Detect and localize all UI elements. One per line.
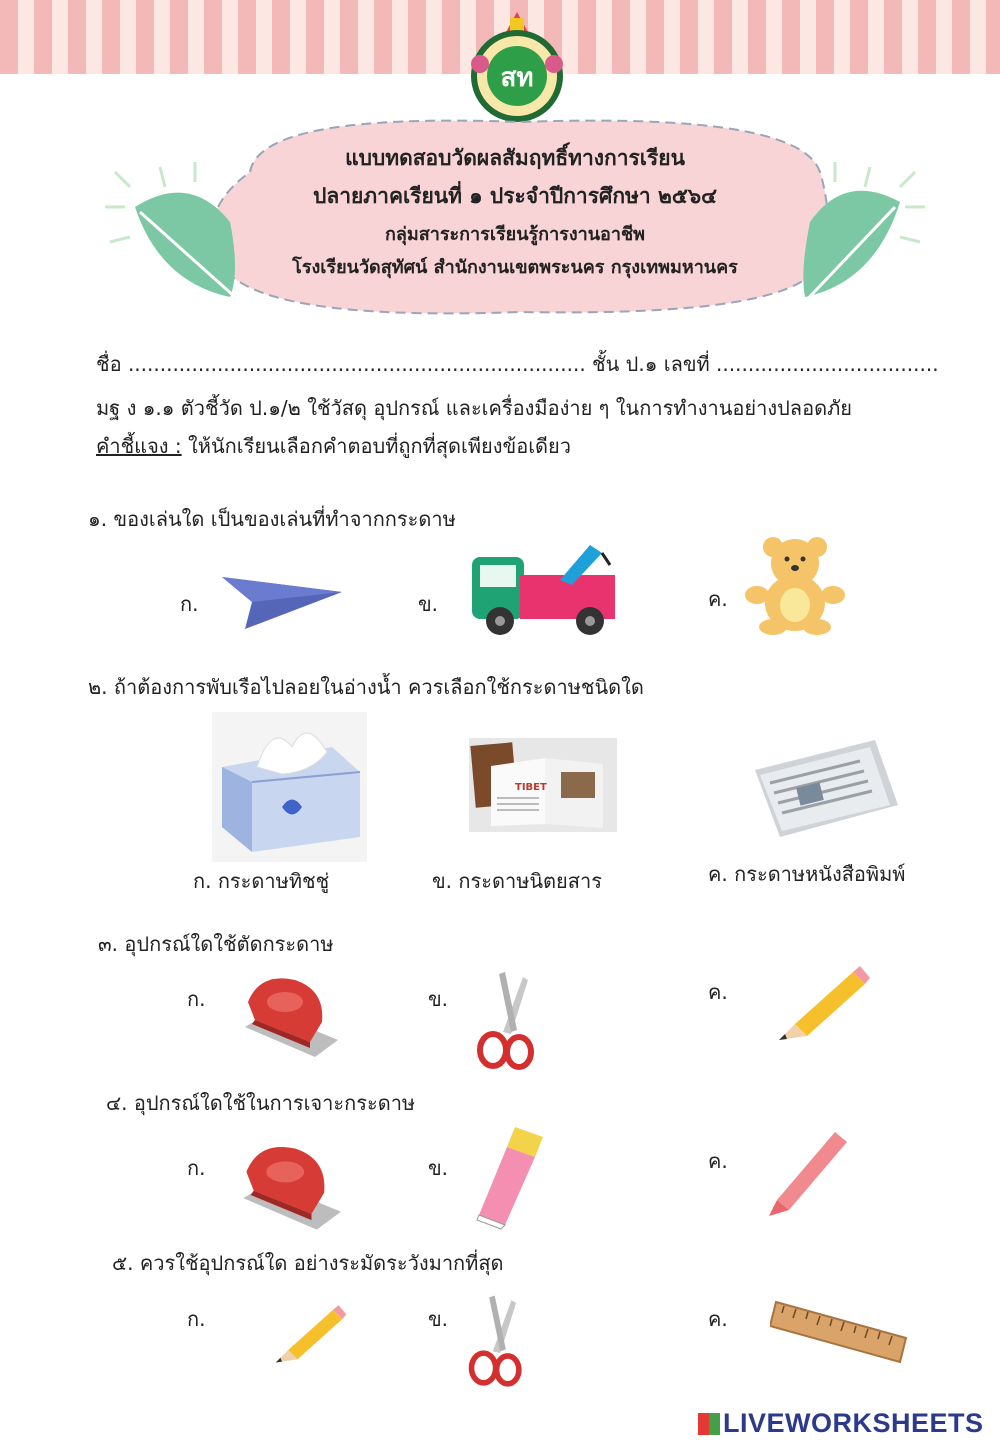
crayon-icon[interactable] (765, 1128, 850, 1218)
q2-option-c[interactable]: ค. กระดาษหนังสือพิมพ์ (708, 862, 906, 886)
instruction-line (96, 430, 571, 462)
q1-option-c[interactable]: ค. (708, 587, 728, 611)
pencil-icon[interactable] (272, 1302, 347, 1364)
test-title: แบบทดสอบวัดผลสัมฤทธิ์ทางการเรียน (345, 146, 685, 170)
q5-option-a[interactable]: ก. (187, 1307, 206, 1331)
q4-option-a[interactable]: ก. (187, 1156, 206, 1180)
tissue-box-icon[interactable] (212, 712, 367, 862)
teddy-bear-icon[interactable] (745, 535, 845, 635)
liveworksheets-logo-icon (698, 1413, 720, 1435)
question-4: ๔. อุปกรณ์ใดใช้ในการเจาะกระดาษ (106, 1091, 416, 1115)
newspaper-icon[interactable] (750, 735, 900, 840)
scissors-icon[interactable] (473, 972, 543, 1072)
logo-text: สท (500, 63, 534, 93)
school-title: โรงเรียนวัดสุทัศน์ สำนักงานเขตพระนคร กรุงเทพมหานคร (292, 257, 738, 278)
q2-option-b[interactable]: ข. กระดาษนิตยสาร (432, 869, 602, 893)
ruler-icon[interactable] (770, 1298, 910, 1368)
question-1: ๑. ของเล่นใด เป็นของเล่นที่ทำจากกระดาษ (88, 507, 456, 531)
q3-option-b[interactable]: ข. (428, 987, 449, 1011)
scissors-icon[interactable] (465, 1292, 530, 1392)
tow-truck-icon[interactable] (470, 535, 620, 640)
instruction-text: ให้นักเรียนเลือกคำตอบที่ถูกที่สุดเพียงข้อเดียว (181, 434, 571, 458)
magazine-word: TIBET (515, 782, 547, 793)
q3-option-a[interactable]: ก. (187, 987, 206, 1011)
paper-plane-icon[interactable] (220, 572, 345, 632)
q5-option-c[interactable]: ค. (708, 1307, 728, 1331)
q2-option-a[interactable]: ก. กระดาษทิชชู่ (193, 869, 330, 893)
question-2: ๒. ถ้าต้องการพับเรือไปลอยในอ่างน้ำ ควรเลือกใช้กระดาษชนิดใด (88, 675, 644, 699)
pencil-icon[interactable] (775, 962, 870, 1042)
instruction-label: คำชี้แจง : (96, 434, 182, 458)
subject-title: กลุ่มสาระการเรียนรู้การงานอาชีพ (384, 224, 646, 245)
school-logo (460, 4, 574, 124)
semester-title: ปลายภาคเรียนที่ ๑ ประจำปีการศึกษา ๒๕๖๔ (313, 184, 717, 208)
liveworksheets-watermark (698, 1408, 984, 1439)
hole-punch-icon[interactable] (238, 1140, 343, 1230)
question-5: ๕. ควรใช้อุปกรณ์ใด อย่างระมัดระวังมากที่สุด (112, 1251, 504, 1275)
q4-option-b[interactable]: ข. (428, 1156, 449, 1180)
q1-option-b[interactable]: ข. (418, 592, 439, 616)
q5-option-b[interactable]: ข. (428, 1307, 449, 1331)
hole-punch-icon[interactable] (240, 972, 340, 1057)
name-line: ชื่อ ........................................................................ ชั้น ป.๑ เลขที่ ................................... (96, 352, 939, 376)
q1-option-a[interactable]: ก. (180, 592, 199, 616)
q3-option-c[interactable]: ค. (708, 980, 728, 1004)
magazine-icon[interactable] (469, 738, 617, 832)
glue-stick-icon[interactable] (475, 1125, 547, 1230)
question-3: ๓. อุปกรณ์ใดใช้ตัดกระดาษ (98, 932, 334, 956)
watermark-text: LIVEWORKSHEETS (723, 1408, 984, 1438)
q4-option-c[interactable]: ค. (708, 1149, 728, 1173)
standard-line: มฐ ง ๑.๑ ตัวชี้วัด ป.๑/๒ ใช้วัสดุ อุปกรณ์ และเครื่องมือง่าย ๆ ในการทำงานอย่างปลอดภัย (96, 396, 852, 420)
